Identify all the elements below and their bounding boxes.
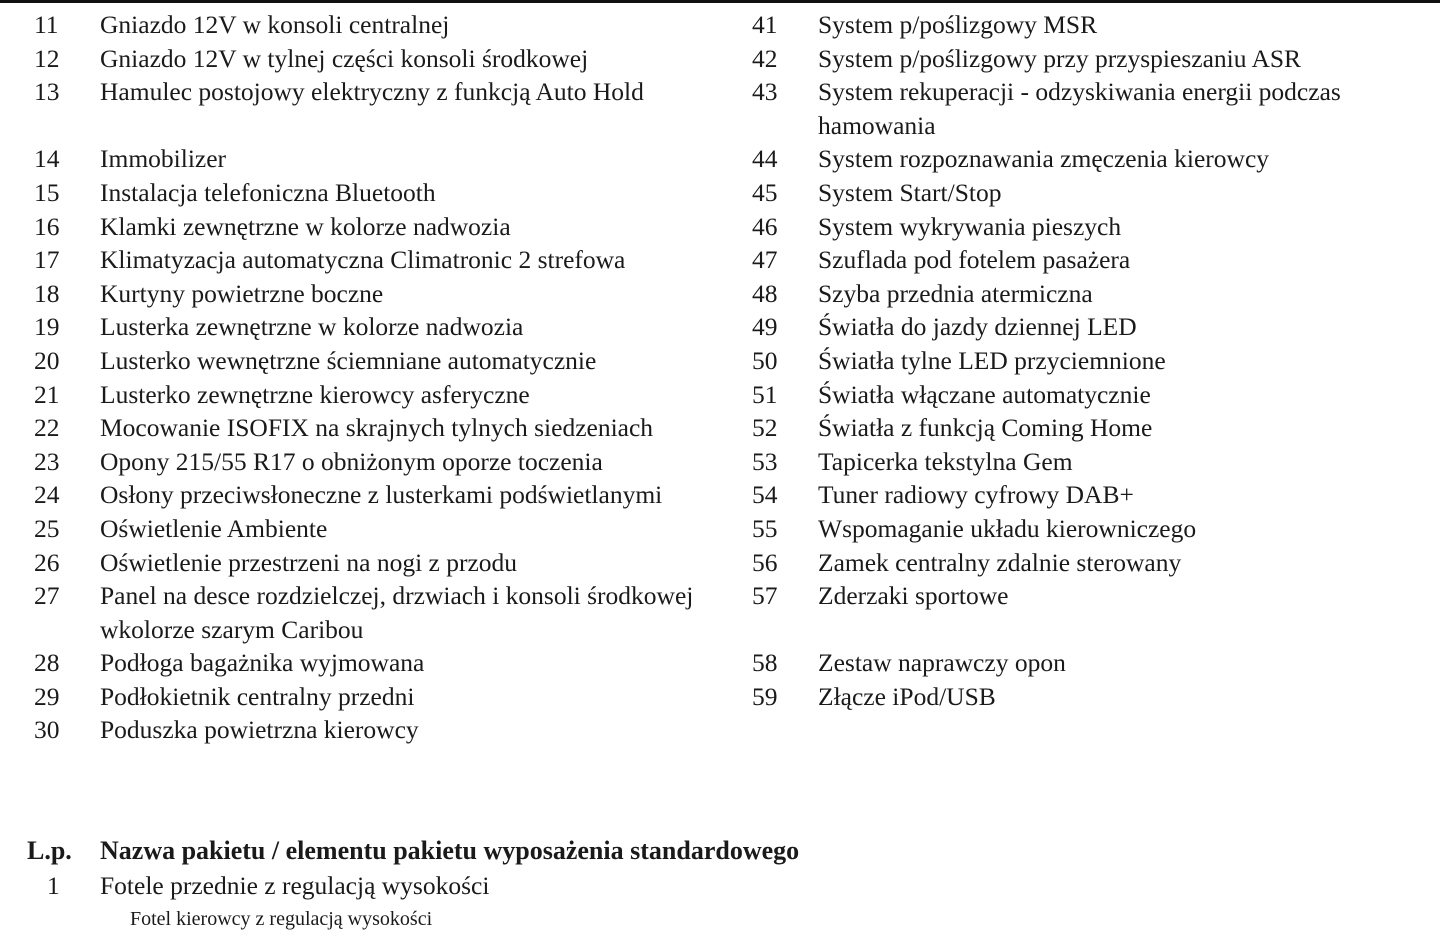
item-text: Immobilizer — [100, 144, 227, 174]
item-text: Osłony przeciwsłoneczne z lusterkami podświetlanymi — [100, 480, 663, 510]
item-text: Światła włączane automatycznie — [818, 379, 1151, 409]
item-number: 21 — [34, 379, 60, 409]
item-number: 55 — [752, 513, 778, 543]
item-number: 16 — [34, 211, 60, 241]
item-number: 20 — [34, 345, 60, 375]
item-text: Oświetlenie przestrzeni na nogi z przodu — [100, 547, 518, 577]
item-text: Szyba przednia atermiczna — [818, 278, 1093, 308]
item-number — [752, 713, 818, 747]
item-number: 42 — [752, 43, 778, 73]
item-text: Kurtyny powietrzne boczne — [100, 278, 384, 308]
item-number: 18 — [34, 278, 60, 308]
item-text: System p/poślizgowy przy przyspieszaniu ASR — [818, 43, 1302, 73]
item-number: 45 — [752, 177, 778, 207]
package-item-number: 1 — [47, 871, 60, 900]
item-text: System p/poślizgowy MSR — [818, 10, 1098, 39]
item-number: 59 — [752, 681, 778, 711]
item-number: 58 — [752, 648, 778, 678]
item-text: Instalacja telefoniczna Bluetooth — [100, 177, 436, 207]
lp-header: L.p. — [27, 836, 72, 865]
item-number: 29 — [34, 681, 60, 711]
equipment-list — [0, 8, 1440, 747]
item-number: 13 — [34, 77, 60, 107]
item-number: 12 — [34, 43, 60, 73]
item-text: Zderzaki sportowe — [818, 581, 1009, 611]
item-text: Lusterko wewnętrzne ściemniane automatycznie — [100, 345, 597, 375]
item-text: Lusterko zewnętrzne kierowcy asferyczne — [100, 379, 530, 409]
item-number: 50 — [752, 345, 778, 375]
item-text: Tapicerka tekstylna Gem — [818, 446, 1073, 476]
item-number: 54 — [752, 480, 778, 510]
item-number: 47 — [752, 245, 778, 275]
item-number: 48 — [752, 278, 778, 308]
item-text: Wspomaganie układu kierowniczego — [818, 513, 1197, 543]
item-number: 49 — [752, 312, 778, 342]
package-sub-item: Fotel kierowcy z regulacją wysokości — [130, 908, 433, 930]
item-text: Tuner radiowy cyfrowy DAB+ — [818, 480, 1134, 510]
item-number: 41 — [752, 10, 778, 39]
item-text: Zestaw naprawczy opon — [818, 648, 1066, 678]
item-text: Szuflada pod fotelem pasażera — [818, 245, 1131, 275]
item-number: 25 — [34, 513, 60, 543]
item-number: 51 — [752, 379, 778, 409]
item-number: 46 — [752, 211, 778, 241]
item-number: 30 — [34, 715, 60, 745]
item-text: Mocowanie ISOFIX na skrajnych tylnych siedzeniach — [100, 413, 654, 443]
item-number: 56 — [752, 547, 778, 577]
item-text: Światła do jazdy dziennej LED — [818, 312, 1137, 342]
item-number: 44 — [752, 144, 778, 174]
item-number: 14 — [34, 144, 60, 174]
item-text: System Start/Stop — [818, 177, 1002, 207]
item-number: 57 — [752, 581, 778, 611]
item-text: Złącze iPod/USB — [818, 681, 996, 711]
item-text: System wykrywania pieszych — [818, 211, 1122, 241]
item-text: Panel na desce rozdzielczej, drzwiach i konsoli środkowej wkolorze szarym Caribou — [100, 581, 694, 644]
item-text: System rekuperacji - odzyskiwania energii podczas hamowania — [818, 77, 1341, 140]
item-text: Oświetlenie Ambiente — [100, 513, 328, 543]
item-number: 27 — [34, 581, 60, 611]
item-number: 28 — [34, 648, 60, 678]
item-text: Opony 215/55 R17 o obniżonym oporze toczenia — [100, 446, 603, 476]
item-number: 17 — [34, 245, 60, 275]
item-text: Światła tylne LED przyciemnione — [818, 345, 1166, 375]
item-number: 15 — [34, 177, 60, 207]
item-text: Klamki zewnętrzne w kolorze nadwozia — [100, 211, 511, 241]
item-text: Światła z funkcją Coming Home — [818, 413, 1153, 443]
package-section — [0, 834, 1440, 934]
item-number: 24 — [34, 480, 60, 510]
package-item — [0, 868, 1440, 904]
item-text: Gniazdo 12V w tylnej części konsoli środkowej — [100, 43, 589, 73]
item-text: Lusterka zewnętrzne w kolorze nadwozia — [100, 312, 524, 342]
item-number: 43 — [752, 77, 778, 107]
item-number: 52 — [752, 413, 778, 443]
package-item-name: Fotele przednie z regulacją wysokości — [100, 871, 490, 900]
top-rule — [0, 0, 1440, 3]
item-text: Gniazdo 12V w konsoli centralnej — [100, 10, 450, 39]
item-text: System rozpoznawania zmęczenia kierowcy — [818, 144, 1270, 174]
item-text: Podłoga bagażnika wyjmowana — [100, 648, 425, 678]
item-text: Poduszka powietrzna kierowcy — [100, 715, 419, 745]
item-text: Zamek centralny zdalnie sterowany — [818, 547, 1182, 577]
package-header — [0, 834, 1440, 868]
package-title: Nazwa pakietu / elementu pakietu wyposażenia standardowego — [100, 836, 800, 865]
item-text: Hamulec postojowy elektryczny z funkcją Auto Hold — [100, 77, 644, 107]
item-text — [818, 713, 1440, 747]
item-number: 22 — [34, 413, 60, 443]
item-number: 11 — [34, 10, 59, 39]
item-number: 26 — [34, 547, 60, 577]
item-text: Podłokietnik centralny przedni — [100, 681, 415, 711]
item-number: 53 — [752, 446, 778, 476]
item-number: 23 — [34, 446, 60, 476]
item-text: Klimatyzacja automatyczna Climatronic 2 strefowa — [100, 245, 626, 275]
item-number: 19 — [34, 312, 60, 342]
